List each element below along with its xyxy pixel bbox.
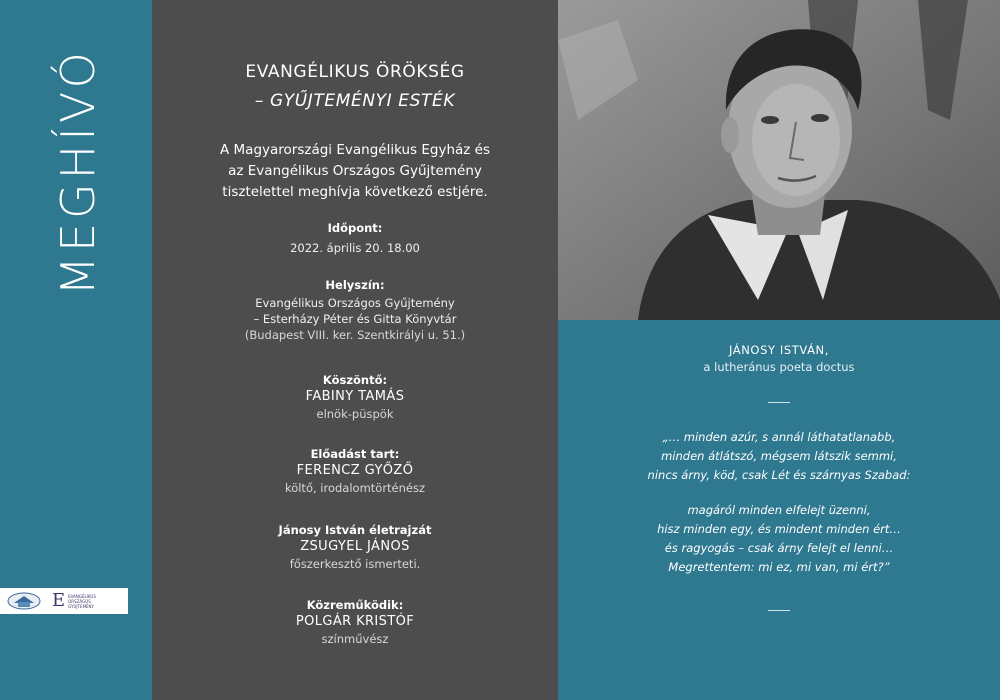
quote-line: minden átlátszó, mégsem látszik semmi, bbox=[661, 449, 897, 463]
quote-line: Megrettentem: mi ez, mi van, mi ért?” bbox=[668, 560, 890, 574]
lecture-name: FERENCZ GYŐZŐ bbox=[296, 463, 414, 478]
greeting-block bbox=[152, 372, 558, 423]
bio-role: főszerkesztő ismerteti. bbox=[289, 557, 421, 571]
lecture-label: Előadást tart: bbox=[310, 447, 400, 461]
quote-line: „… minden azúr, s annál láthatatlanabb, bbox=[662, 430, 896, 444]
intro-line: A Magyarországi Evangélikus Egyház és bbox=[220, 142, 490, 158]
place-address: (Budapest VIII. ker. Szentkirályi u. 51.) bbox=[244, 328, 466, 342]
quote-line: hisz minden egy, és mindent minden ért… bbox=[657, 522, 901, 536]
event-subtitle: – GYŰJTEMÉNYI ESTÉK bbox=[254, 91, 456, 111]
left-sidebar bbox=[0, 0, 152, 700]
invitation-intro bbox=[152, 140, 558, 203]
quote-line: és ragyogás – csak árny felejt el lenni… bbox=[664, 541, 894, 555]
perform-role: színművész bbox=[321, 632, 389, 646]
place-line: Evangélikus Országos Gyűjtemény bbox=[255, 296, 455, 310]
event-title: EVANGÉLIKUS ÖRÖKSÉG bbox=[245, 62, 465, 82]
quote-stanza-2 bbox=[558, 501, 1000, 577]
place-line: – Esterházy Péter és Gitta Könyvtár bbox=[253, 312, 457, 326]
bio-block bbox=[152, 522, 558, 573]
invitation-vertical-title: MEGHÍVÓ bbox=[51, 48, 105, 296]
eogy-logo bbox=[52, 592, 108, 610]
perform-name: POLGÁR KRISTÓF bbox=[295, 614, 415, 629]
quote-line: nincs árny, köd, csak Lét és szárnyas Szabad: bbox=[647, 468, 911, 482]
lecture-role: költő, irodalomtörténész bbox=[284, 481, 426, 495]
lecture-block bbox=[152, 446, 558, 497]
poet-panel bbox=[558, 320, 1000, 700]
place-block bbox=[152, 277, 558, 343]
time-value: 2022. április 20. 18.00 bbox=[290, 241, 420, 255]
church-logo-icon bbox=[6, 591, 42, 611]
greeting-role: elnök-püspök bbox=[316, 407, 394, 421]
bio-label: Jánosy István életrajzát bbox=[278, 523, 432, 537]
quote-line: magáról minden elfelejt üzenni, bbox=[687, 503, 871, 517]
event-details-panel bbox=[152, 0, 558, 700]
eogy-logo-letter: E bbox=[52, 590, 66, 611]
place-label: Helyszín: bbox=[325, 278, 385, 292]
poet-portrait-photo bbox=[558, 0, 1000, 320]
time-block bbox=[152, 220, 558, 256]
bio-name: ZSUGYEL JÁNOS bbox=[300, 539, 410, 554]
perform-label: Közreműködik: bbox=[306, 598, 404, 612]
eogy-logo-text: EVANGÉLIKUS ORSZÁGOS GYŰJTEMÉNY bbox=[68, 593, 96, 609]
portrait-illustration bbox=[558, 0, 1000, 320]
logo-box bbox=[0, 588, 128, 614]
poet-name: JÁNOSY ISTVÁN, bbox=[728, 343, 830, 357]
greeting-label: Köszöntő: bbox=[322, 373, 388, 387]
divider bbox=[768, 610, 790, 611]
intro-line: tisztelettel meghívja következő estjére. bbox=[222, 184, 488, 200]
perform-block bbox=[152, 597, 558, 648]
greeting-name: FABINY TAMÁS bbox=[305, 389, 405, 404]
quote-stanza-1 bbox=[558, 428, 1000, 485]
intro-line: az Evangélikus Országos Gyűjtemény bbox=[228, 163, 482, 179]
poet-subtitle: a lutheránus poeta doctus bbox=[703, 360, 855, 374]
divider bbox=[768, 402, 790, 403]
time-label: Időpont: bbox=[327, 221, 383, 235]
